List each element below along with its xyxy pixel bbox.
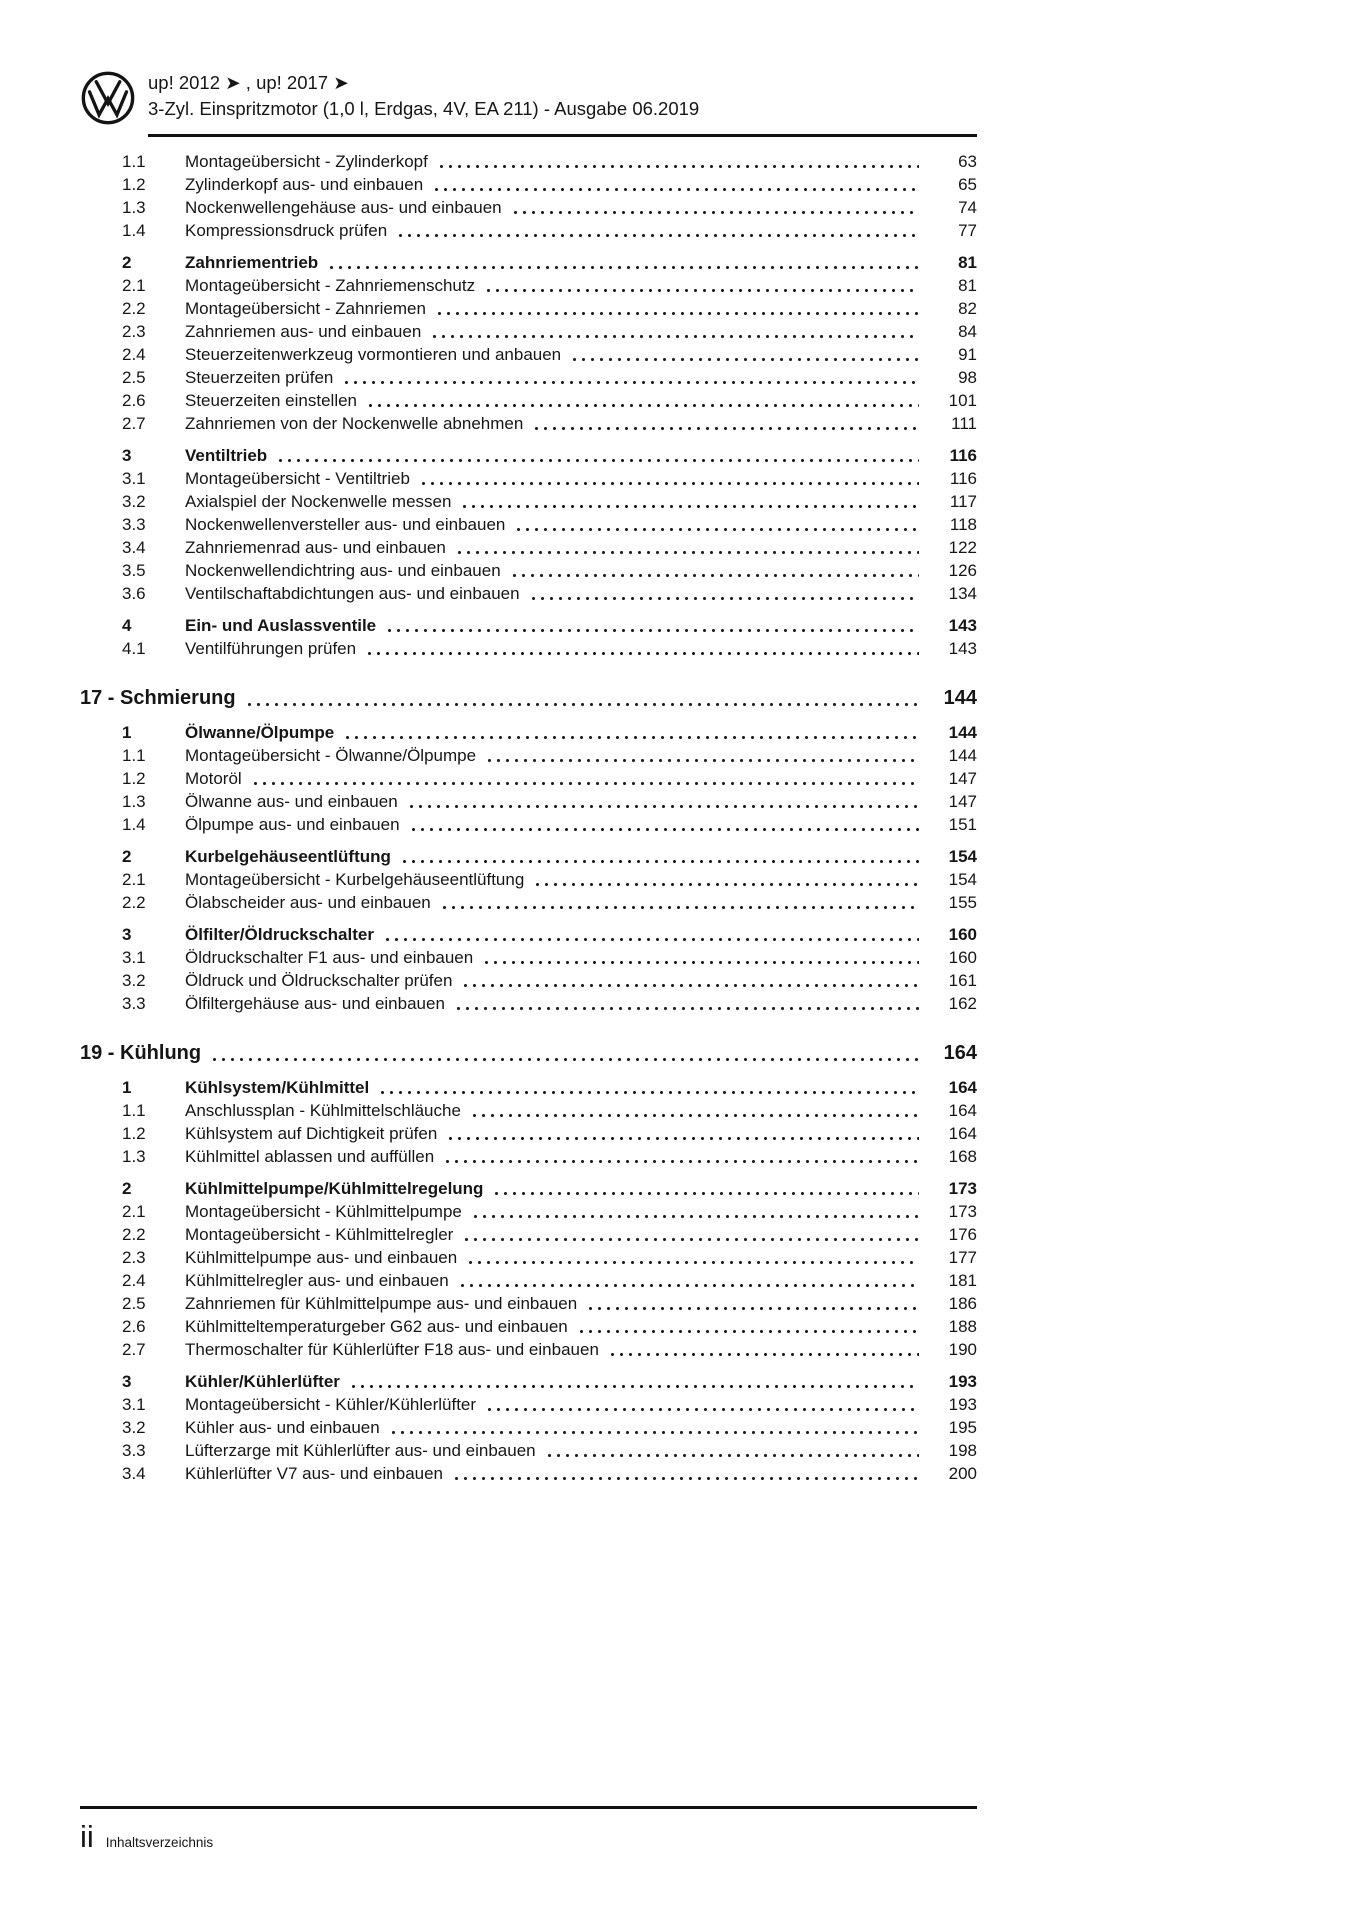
toc-entry-title: Kühlsystem/Kühlmittel (185, 1078, 370, 1097)
toc-entry-title: Ölwanne/Ölpumpe (185, 723, 335, 742)
toc-entry-page: 118 (949, 515, 977, 534)
toc-entry-number: 3.4 (122, 538, 146, 557)
toc-item-row (80, 1393, 977, 1416)
toc-entry-page: 162 (948, 994, 977, 1013)
toc-entry-number: 4.1 (122, 639, 146, 658)
dot-leader (366, 404, 919, 407)
dot-leader (484, 289, 919, 292)
header-rule (148, 134, 977, 137)
header-text (148, 68, 699, 122)
toc-item-row (80, 467, 977, 490)
toc-entry-number: 3.4 (122, 1464, 146, 1483)
footer-title: Inhaltsverzeichnis (105, 1835, 214, 1850)
toc-entry-page: 84 (958, 322, 977, 341)
toc-entry-title: Nockenwellenversteller aus- und einbauen (185, 515, 506, 534)
toc-entry-number: 1.3 (122, 792, 146, 811)
dot-leader (430, 335, 919, 338)
toc-entry-title: Ölpumpe aus- und einbauen (185, 815, 400, 834)
toc-entry-number: 3.1 (122, 1395, 146, 1414)
toc-entry-page: 164 (943, 1042, 977, 1064)
toc-entry-page: 126 (948, 561, 977, 580)
toc-entry-number: 2.2 (122, 1225, 146, 1244)
dot-leader (458, 1284, 919, 1287)
toc-item-row (80, 1292, 977, 1315)
dot-leader (511, 211, 919, 214)
toc-entry-page: 155 (948, 893, 977, 912)
toc-entry-number: 2.2 (122, 299, 146, 318)
dot-leader (435, 312, 919, 315)
toc-entry-number: 3.1 (122, 469, 146, 488)
dot-leader (419, 482, 919, 485)
toc-item-row (80, 1462, 977, 1485)
dot-leader (492, 1192, 919, 1195)
toc-entry-title: Motoröl (185, 769, 242, 788)
toc-entry-number: 1.2 (122, 769, 146, 788)
dot-leader (365, 652, 919, 655)
dot-leader (529, 597, 919, 600)
toc-entry-number: 3 (122, 1372, 132, 1391)
toc-entry-number: 1 (122, 1078, 132, 1097)
dot-leader (485, 1408, 919, 1411)
toc-item-row (80, 946, 977, 969)
toc-entry-page: 188 (948, 1317, 977, 1336)
toc-item-row (80, 1338, 977, 1361)
toc-entry-number: 2.1 (122, 276, 146, 295)
toc-item-row (80, 343, 977, 366)
dot-leader (407, 805, 919, 808)
toc-entry-page: 164 (948, 1124, 977, 1143)
toc-entry-number: 2.5 (122, 1294, 146, 1313)
dot-leader (533, 883, 919, 886)
toc-entry-title: Ölabscheider aus- und einbauen (185, 893, 431, 912)
toc-group-row (80, 923, 977, 946)
toc-item-row (80, 813, 977, 836)
toc-entry-title: Nockenwellendichtring aus- und einbauen (185, 561, 501, 580)
toc-entry-title: Kühlmittelpumpe aus- und einbauen (185, 1248, 458, 1267)
toc-group-row (80, 1076, 977, 1099)
toc-entry-title: Montageübersicht - Kurbelgehäuseentlüftung (185, 870, 525, 889)
dot-leader (383, 938, 919, 941)
toc-list (80, 150, 977, 1485)
toc-entry-title: Steuerzeiten einstellen (185, 391, 358, 410)
toc-entry-page: 164 (948, 1101, 977, 1120)
toc-entry-title: Zahnriemen aus- und einbauen (185, 322, 422, 341)
toc-item-row (80, 868, 977, 891)
toc-entry-title: Lüfterzarge mit Kühlerlüfter aus- und einbauen (185, 1441, 536, 1460)
dot-leader (454, 1007, 919, 1010)
dot-leader (245, 703, 919, 706)
dot-leader (577, 1330, 919, 1333)
toc-entry-page: 134 (948, 584, 977, 603)
toc-item-row (80, 274, 977, 297)
toc-entry-title: Montageübersicht - Ventiltrieb (185, 469, 410, 488)
toc-entry-page: 173 (948, 1179, 977, 1198)
toc-entry-page: 117 (949, 492, 977, 511)
toc-entry-page: 190 (948, 1340, 977, 1359)
toc-item-row (80, 767, 977, 790)
toc-entry-page: 116 (949, 469, 977, 488)
toc-entry-number: 2.1 (122, 1202, 146, 1221)
toc-entry-number: 2.3 (122, 322, 146, 341)
toc-entry-title: Kühlsystem auf Dichtigkeit prüfen (185, 1124, 438, 1143)
toc-item-row (80, 1269, 977, 1292)
toc-group-row (80, 614, 977, 637)
toc-entry-number: 3.3 (122, 994, 146, 1013)
toc-entry-title: Thermoschalter für Kühlerlüfter F18 aus- und einbauen (185, 1340, 599, 1359)
toc-item-row (80, 1200, 977, 1223)
toc-entry-title: Ein- und Auslassventile (185, 616, 377, 635)
toc-entry-title: Montageübersicht - Kühlmittelregler (185, 1225, 454, 1244)
dot-leader (385, 629, 919, 632)
toc-entry-number: 2.6 (122, 1317, 146, 1336)
toc-entry-title: Kurbelgehäuseentlüftung (185, 847, 391, 866)
dot-leader (461, 984, 919, 987)
toc-entry-title: Zahnriementrieb (185, 253, 319, 272)
dot-leader (471, 1215, 919, 1218)
footer-page-number: ii (80, 1819, 94, 1854)
toc-entry-title: Montageübersicht - Zahnriemen (185, 299, 426, 318)
dot-leader (276, 459, 919, 462)
toc-group-row (80, 251, 977, 274)
dot-leader (510, 574, 919, 577)
toc-item-row (80, 536, 977, 559)
toc-group-row (80, 1370, 977, 1393)
toc-entry-page: 147 (948, 792, 977, 811)
toc-entry-title: Anschlussplan - Kühlmittelschläuche (185, 1101, 461, 1120)
toc-group-row (80, 1177, 977, 1200)
toc-item-row (80, 366, 977, 389)
toc-entry-title: Zahnriemen für Kühlmittelpumpe aus- und einbauen (185, 1294, 578, 1313)
toc-entry-title: Ventiltrieb (185, 446, 268, 465)
toc-entry-title: Ölfiltergehäuse aus- und einbauen (185, 994, 445, 1013)
toc-entry-title: 19 - Kühlung (80, 1042, 202, 1064)
toc-chapter-row (80, 1040, 977, 1067)
toc-item-row (80, 297, 977, 320)
toc-entry-page: 122 (948, 538, 977, 557)
toc-item-row (80, 1315, 977, 1338)
toc-entry-title: Montageübersicht - Zylinderkopf (185, 152, 428, 171)
header-model-line: up! 2012 ➤ , up! 2017 ➤ (148, 72, 349, 93)
toc-entry-number: 1.4 (122, 815, 146, 834)
dot-leader (455, 551, 919, 554)
toc-entry-number: 1.2 (122, 1124, 146, 1143)
toc-item-row (80, 1122, 977, 1145)
toc-entry-number: 1.3 (122, 198, 146, 217)
toc-entry-number: 3 (122, 925, 132, 944)
toc-entry-page: 101 (948, 391, 977, 410)
toc-entry-number: 1.1 (122, 152, 146, 171)
toc-entry-number: 3 (122, 446, 132, 465)
toc-entry-number: 2.5 (122, 368, 146, 387)
toc-item-row (80, 1416, 977, 1439)
toc-entry-number: 1 (122, 723, 132, 742)
toc-entry-title: Zahnriemen von der Nockenwelle abnehmen (185, 414, 524, 433)
toc-entry-page: 198 (948, 1441, 977, 1460)
toc-entry-page: 144 (948, 723, 977, 742)
dot-leader (443, 1160, 919, 1163)
toc-item-row (80, 1145, 977, 1168)
toc-entry-page: 160 (948, 925, 977, 944)
toc-entry-number: 3.5 (122, 561, 146, 580)
dot-leader (545, 1454, 919, 1457)
dot-leader (482, 961, 919, 964)
toc-entry-number: 2.3 (122, 1248, 146, 1267)
toc-entry-number: 4 (122, 616, 132, 635)
toc-entry-number: 2 (122, 1179, 132, 1198)
toc-entry-title: Kühlmittelregler aus- und einbauen (185, 1271, 449, 1290)
dot-leader (396, 234, 919, 237)
toc-entry-number: 3.2 (122, 971, 146, 990)
toc-item-row (80, 969, 977, 992)
page-footer (80, 1820, 213, 1854)
toc-entry-number: 1.4 (122, 221, 146, 240)
toc-entry-page: 151 (948, 815, 977, 834)
toc-entry-number: 1.3 (122, 1147, 146, 1166)
toc-item-row (80, 744, 977, 767)
toc-entry-title: Ölfilter/Öldruckschalter (185, 925, 374, 944)
header-engine-line: 3-Zyl. Einspritzmotor (1,0 l, Erdgas, 4V, EA 211) - Ausgabe 06.2019 (148, 98, 700, 119)
toc-entry-number: 2.4 (122, 1271, 146, 1290)
toc-entry-title: Kühlmitteltemperaturgeber G62 aus- und einbauen (185, 1317, 568, 1336)
toc-entry-page: 91 (958, 345, 977, 364)
dot-leader (378, 1091, 919, 1094)
dot-leader (440, 906, 919, 909)
toc-entry-page: 74 (958, 198, 977, 217)
toc-item-row (80, 1439, 977, 1462)
toc-item-row (80, 320, 977, 343)
toc-entry-title: Zahnriemenrad aus- und einbauen (185, 538, 446, 557)
dot-leader (343, 736, 919, 739)
toc-entry-page: 193 (948, 1395, 977, 1414)
dot-leader (460, 505, 919, 508)
toc-entry-title: 17 - Schmierung (80, 687, 236, 709)
toc-entry-page: 195 (948, 1418, 977, 1437)
toc-entry-title: Ventilschaftabdichtungen aus- und einbauen (185, 584, 520, 603)
toc-entry-number: 2 (122, 253, 132, 272)
toc-item-row (80, 582, 977, 605)
dot-leader (349, 1385, 919, 1388)
toc-item-row (80, 173, 977, 196)
toc-item-row (80, 1099, 977, 1122)
toc-entry-title: Nockenwellengehäuse aus- und einbauen (185, 198, 502, 217)
toc-entry-page: 161 (948, 971, 977, 990)
toc-entry-title: Kühler/Kühlerlüfter (185, 1372, 340, 1391)
toc-entry-number: 3.1 (122, 948, 146, 967)
toc-entry-page: 173 (948, 1202, 977, 1221)
dot-leader (400, 860, 919, 863)
vw-logo-icon (80, 70, 136, 126)
toc-entry-number: 2.6 (122, 391, 146, 410)
toc-item-row (80, 196, 977, 219)
toc-entry-page: 154 (948, 847, 977, 866)
toc-item-row (80, 513, 977, 536)
toc-entry-title: Axialspiel der Nockenwelle messen (185, 492, 452, 511)
toc-entry-title: Öldruckschalter F1 aus- und einbauen (185, 948, 474, 967)
dot-leader (251, 782, 919, 785)
toc-entry-page: 143 (948, 616, 977, 635)
dot-leader (586, 1307, 919, 1310)
toc-item-row (80, 389, 977, 412)
dot-leader (608, 1353, 919, 1356)
toc-entry-page: 65 (958, 175, 977, 194)
toc-entry-page: 143 (948, 639, 977, 658)
toc-entry-number: 2.1 (122, 870, 146, 889)
toc-entry-page: 147 (948, 769, 977, 788)
toc-entry-title: Kompressionsdruck prüfen (185, 221, 388, 240)
dot-leader (570, 358, 919, 361)
toc-entry-page: 181 (948, 1271, 977, 1290)
toc-entry-page: 81 (958, 276, 977, 295)
toc-entry-title: Kühlerlüfter V7 aus- und einbauen (185, 1464, 444, 1483)
toc-group-row (80, 721, 977, 744)
toc-entry-page: 160 (948, 948, 977, 967)
toc-item-row (80, 992, 977, 1015)
toc-entry-title: Montageübersicht - Kühler/Kühlerlüfter (185, 1395, 477, 1414)
toc-entry-title: Montageübersicht - Zahnriemenschutz (185, 276, 476, 295)
toc-entry-number: 3.2 (122, 492, 146, 511)
toc-entry-page: 116 (949, 446, 977, 465)
toc-entry-page: 144 (943, 687, 977, 709)
toc-entry-title: Steuerzeiten prüfen (185, 368, 334, 387)
toc-entry-title: Kühlmittelpumpe/Kühlmittelregelung (185, 1179, 484, 1198)
toc-entry-number: 2.7 (122, 414, 146, 433)
dot-leader (470, 1114, 919, 1117)
toc-entry-page: 168 (948, 1147, 977, 1166)
dot-leader (532, 427, 919, 430)
dot-leader (432, 188, 919, 191)
toc-item-row (80, 559, 977, 582)
toc-entry-title: Kühlmittel ablassen und auffüllen (185, 1147, 435, 1166)
toc-group-row (80, 845, 977, 868)
dot-leader (437, 165, 919, 168)
toc-item-row (80, 637, 977, 660)
toc-entry-number: 2.4 (122, 345, 146, 364)
toc-item-row (80, 1223, 977, 1246)
toc-item-row (80, 412, 977, 435)
toc-entry-title: Montageübersicht - Kühlmittelpumpe (185, 1202, 462, 1221)
toc-entry-title: Steuerzeitenwerkzeug vormontieren und anbauen (185, 345, 562, 364)
dot-leader (446, 1137, 919, 1140)
dot-leader (466, 1261, 919, 1264)
toc-entry-page: 177 (948, 1248, 977, 1267)
toc-entry-number: 3.3 (122, 515, 146, 534)
toc-item-row (80, 490, 977, 513)
toc-entry-page: 144 (948, 746, 977, 765)
dot-leader (409, 828, 919, 831)
toc-entry-number: 2.2 (122, 893, 146, 912)
vw-logo (80, 70, 136, 131)
toc-entry-page: 193 (948, 1372, 977, 1391)
dot-leader (452, 1477, 919, 1480)
toc-entry-title: Ventilführungen prüfen (185, 639, 357, 658)
toc-entry-title: Kühler aus- und einbauen (185, 1418, 380, 1437)
dot-leader (210, 1058, 919, 1061)
toc-entry-title: Ölwanne aus- und einbauen (185, 792, 398, 811)
page-header (80, 68, 977, 131)
dot-leader (485, 759, 919, 762)
footer-rule (80, 1806, 977, 1809)
toc-chapter-row (80, 685, 977, 712)
toc-entry-page: 98 (958, 368, 977, 387)
toc-entry-number: 3.3 (122, 1441, 146, 1460)
toc-entry-page: 164 (948, 1078, 977, 1097)
dot-leader (342, 381, 919, 384)
dot-leader (327, 266, 919, 269)
toc-entry-number: 3.2 (122, 1418, 146, 1437)
toc-item-row (80, 150, 977, 173)
dot-leader (389, 1431, 919, 1434)
toc-item-row (80, 790, 977, 813)
toc-entry-title: Zylinderkopf aus- und einbauen (185, 175, 424, 194)
toc-entry-page: 82 (958, 299, 977, 318)
toc-entry-page: 176 (948, 1225, 977, 1244)
toc-entry-number: 1.1 (122, 1101, 146, 1120)
toc-entry-number: 1.1 (122, 746, 146, 765)
toc-item-row (80, 219, 977, 242)
toc-group-row (80, 444, 977, 467)
toc-entry-page: 154 (948, 870, 977, 889)
toc-entry-page: 77 (958, 221, 977, 240)
dot-leader (514, 528, 919, 531)
dot-leader (462, 1238, 919, 1241)
toc-entry-title: Montageübersicht - Ölwanne/Ölpumpe (185, 746, 477, 765)
toc-entry-page: 63 (958, 152, 977, 171)
toc-entry-page: 200 (948, 1464, 977, 1483)
toc-entry-title: Öldruck und Öldruckschalter prüfen (185, 971, 453, 990)
toc-entry-number: 2 (122, 847, 132, 866)
toc-entry-number: 3.6 (122, 584, 146, 603)
toc-entry-page: 111 (951, 414, 977, 433)
toc-item-row (80, 891, 977, 914)
toc-entry-number: 2.7 (122, 1340, 146, 1359)
toc-item-row (80, 1246, 977, 1269)
toc-entry-number: 1.2 (122, 175, 146, 194)
toc-entry-page: 186 (948, 1294, 977, 1313)
toc-entry-page: 81 (958, 253, 977, 272)
